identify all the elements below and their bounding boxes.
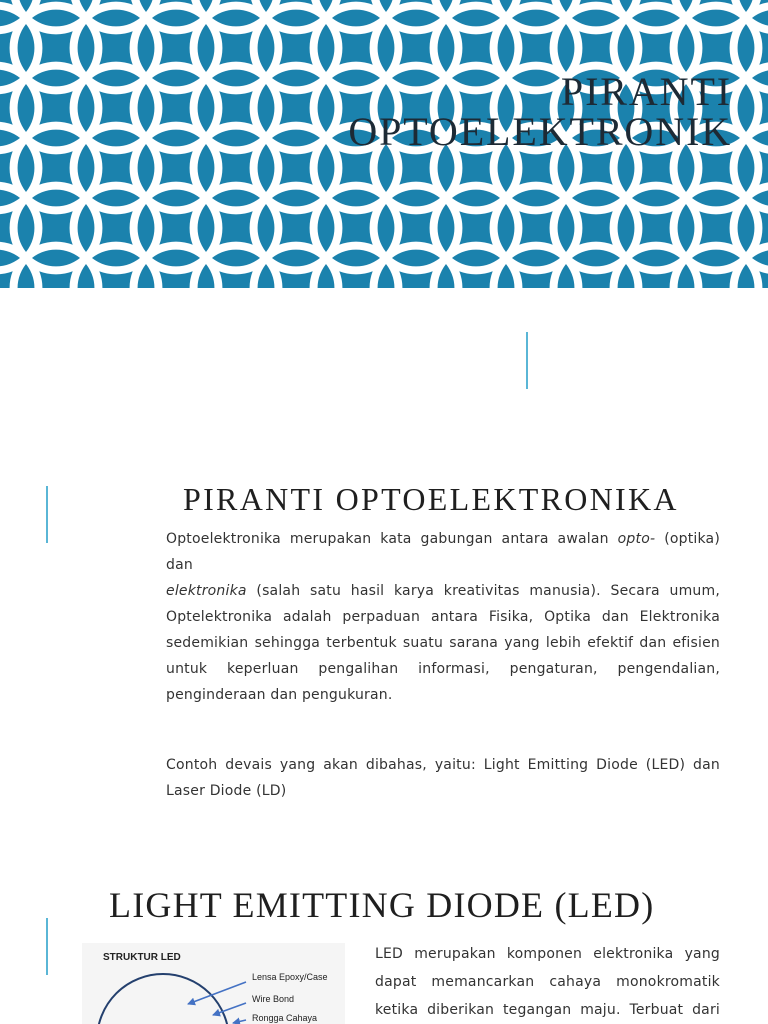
figure-label-lens: Lensa Epoxy/Case	[252, 972, 328, 982]
slide-title-led: LIGHT EMITTING DIODE (LED)	[109, 885, 655, 925]
arrow-light-cavity	[233, 1020, 246, 1023]
accent-bar	[46, 918, 48, 975]
presentation-title	[348, 69, 732, 154]
led-description	[375, 940, 720, 1024]
led-description-line: LED merupakan komponen elektronika yang	[375, 946, 720, 962]
figure-label-cavity: Rongga Cahaya	[252, 1013, 318, 1023]
italic-term: opto-	[617, 531, 656, 547]
definition-line: Optelektronika adalah perpaduan antara Fisika, Optika dan Elektronika	[166, 609, 720, 625]
definition-paragraph	[166, 526, 720, 708]
lens-outline	[97, 974, 229, 1024]
examples-line: Contoh devais yang akan dibahas, yaitu: Light Emitting Diode (LED) dan	[166, 757, 720, 773]
figure-label-wire-bond: Wire Bond	[252, 994, 295, 1004]
definition-line	[166, 578, 720, 604]
slide-title-intro: PIRANTI OPTOELEKTRONIKA	[183, 481, 679, 517]
led-structure-figure	[82, 943, 345, 1024]
title-banner	[0, 0, 768, 288]
led-description-line: ketika diberikan tegangan maju. Terbuat dari	[375, 1002, 720, 1018]
line-text: (optika)	[655, 531, 720, 547]
definition-line: untuk keperluan pengalihan informasi, pengaturan, pengendalian,	[166, 661, 720, 677]
led-description-line: dapat memancarkan cahaya monokromatik	[375, 974, 720, 990]
figure-title: STRUKTUR LED	[103, 952, 181, 963]
presentation-title-line-1: PIRANTI	[560, 69, 732, 114]
definition-line	[166, 526, 720, 552]
presentation-title-line-2: OPTOELEKTRONIK	[348, 109, 732, 154]
definition-line: sedemikian sehingga terbentuk suatu sarana yang lebih efektif dan efisien	[166, 635, 720, 651]
definition-line: dan	[166, 557, 193, 573]
line-text: Optoelektronika merupakan kata gabungan antara awalan	[166, 531, 618, 547]
definition-line: penginderaan dan pengukuran.	[166, 687, 393, 703]
examples-line: Laser Diode (LD)	[166, 783, 287, 799]
accent-bar	[46, 486, 48, 543]
line-text: (salah satu hasil karya kreativitas manusia). Secara umum,	[246, 583, 720, 599]
italic-term: elektronika	[166, 583, 247, 599]
examples-paragraph	[166, 752, 720, 804]
accent-bar	[526, 332, 528, 389]
